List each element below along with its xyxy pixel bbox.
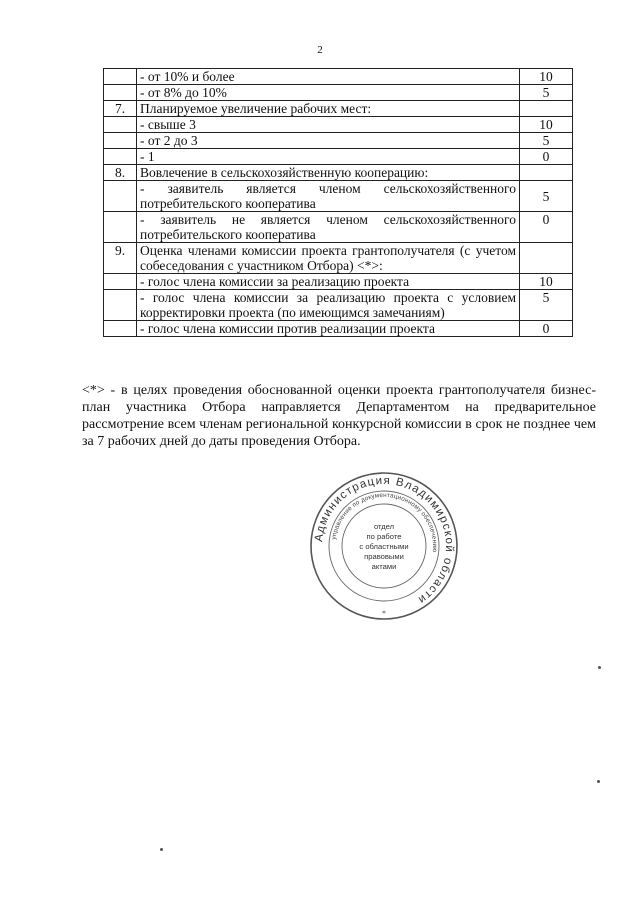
- seal-center-line: отдел: [373, 522, 395, 531]
- page-number: 2: [317, 44, 323, 56]
- criteria-table: [103, 68, 573, 337]
- row-criterion: - заявитель не является членом сельскохозяйственного потребительского кооператива: [137, 212, 520, 243]
- row-criterion: - голос члена комиссии против реализации проекта: [137, 321, 520, 337]
- table-row: [104, 181, 573, 212]
- row-score: 5: [520, 133, 573, 149]
- row-score: 5: [520, 85, 573, 101]
- row-number: [104, 212, 137, 243]
- table-row: [104, 290, 573, 321]
- row-number: [104, 274, 137, 290]
- table-row: [104, 243, 573, 274]
- row-number: [104, 181, 137, 212]
- row-number: [104, 290, 137, 321]
- row-number: 8.: [104, 165, 137, 181]
- seal-center-line: актами: [371, 562, 397, 571]
- table-row: [104, 69, 573, 85]
- row-criterion: Вовлечение в сельскохозяйственную кооперацию:: [137, 165, 520, 181]
- row-score: 0: [520, 321, 573, 337]
- seal-star: *: [382, 609, 386, 618]
- row-score: 10: [520, 117, 573, 133]
- row-criterion: - голос члена комиссии за реализацию проекта с условием корректировки проекта (по имеющимся замечаниям): [137, 290, 520, 321]
- row-score: [520, 243, 573, 274]
- official-seal-stamp: [308, 470, 460, 622]
- row-score: 0: [520, 212, 573, 243]
- table-row: [104, 321, 573, 337]
- table-row: [104, 274, 573, 290]
- table-row: [104, 101, 573, 117]
- scan-speck: [160, 848, 163, 851]
- row-number: 9.: [104, 243, 137, 274]
- row-score: [520, 101, 573, 117]
- row-number: [104, 149, 137, 165]
- row-number: [104, 85, 137, 101]
- table-row: [104, 133, 573, 149]
- row-criterion: - от 8% до 10%: [137, 85, 520, 101]
- seal-center-line: по работе: [366, 532, 402, 541]
- table-row: [104, 165, 573, 181]
- row-score: 10: [520, 274, 573, 290]
- seal-outer-textpath: Администрация Владимирской области: [313, 474, 456, 607]
- row-number: [104, 117, 137, 133]
- row-number: [104, 321, 137, 337]
- table-row: [104, 149, 573, 165]
- row-score: 5: [520, 181, 573, 212]
- seal-center-line: с областными: [359, 542, 409, 551]
- row-criterion: - голос члена комиссии за реализацию проекта: [137, 274, 520, 290]
- scan-speck: [598, 666, 601, 669]
- row-score: [520, 165, 573, 181]
- row-criterion: - заявитель является членом сельскохозяйственного потребительского кооператива: [137, 181, 520, 212]
- row-number: [104, 133, 137, 149]
- table-row: [104, 85, 573, 101]
- table-row: [104, 117, 573, 133]
- scan-speck: [597, 780, 600, 783]
- row-criterion: - от 10% и более: [137, 69, 520, 85]
- seal-center-line: правовыми: [364, 552, 404, 561]
- row-criterion: - 1: [137, 149, 520, 165]
- row-score: 10: [520, 69, 573, 85]
- row-criterion: - свыше 3: [137, 117, 520, 133]
- row-number: [104, 69, 137, 85]
- seal-inner-textpath: управление по документационному обеспечению: [330, 491, 439, 553]
- row-score: 0: [520, 149, 573, 165]
- row-score: 5: [520, 290, 573, 321]
- footnote-paragraph: <*> - в целях проведения обоснованной оценки проекта грантополучателя бизнес-план участника Отбора направляется Департаментом на предварительное рассмотрение всем членам региональной конкурсной комиссии в срок не позднее чем за 7 рабочих дней до даты проведения Отбора.: [82, 383, 596, 449]
- table-row: [104, 212, 573, 243]
- row-criterion: - от 2 до 3: [137, 133, 520, 149]
- row-criterion: Оценка членами комиссии проекта грантополучателя (с учетом собеседования с участником Отбора) <*>:: [137, 243, 520, 274]
- row-number: 7.: [104, 101, 137, 117]
- row-criterion: Планируемое увеличение рабочих мест:: [137, 101, 520, 117]
